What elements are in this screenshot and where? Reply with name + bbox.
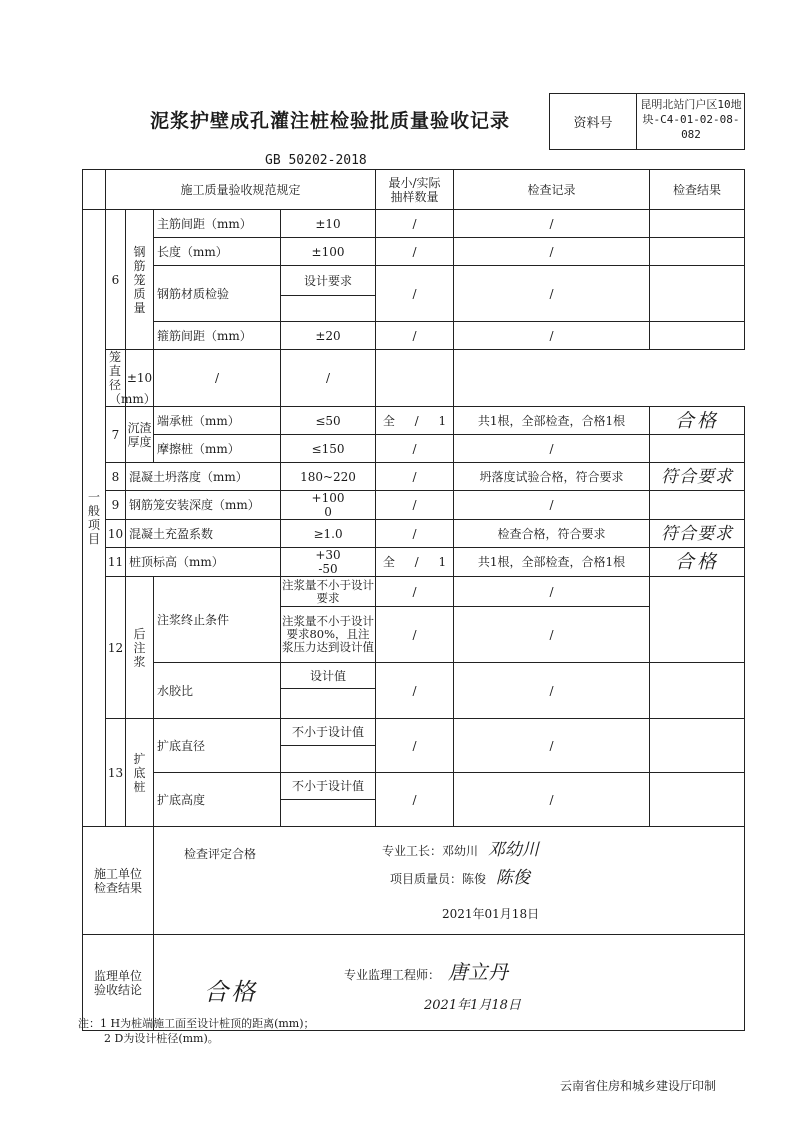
sample-count: 1 [438,555,447,569]
record-header: 检查记录 [454,170,650,210]
item-name: 水胶比 [154,663,281,719]
table-row [83,520,745,548]
item-sample: / [376,266,454,322]
item-name: 扩底直径 [154,719,281,773]
info-value: 昆明北站门户区10地块-C4-01-02-08-082 [640,98,742,141]
item-sample: / [376,520,454,548]
general-items-text: 一般项目 [87,490,100,546]
table-row [83,719,745,746]
req-lower: 0 [324,505,332,519]
item-requirement: ±20 [281,322,376,350]
item-record: / [454,238,650,266]
construction-label: 施工单位检查结果 [93,866,142,895]
header-row [83,170,745,210]
item-requirement: 设计要求 [281,266,376,296]
supervision-conclusion: 合格 [204,978,258,1006]
item-sample: / [376,607,454,663]
spec-header: 施工质量验收规范规定 [106,170,376,210]
item-requirement: ≤150 [281,435,376,463]
general-items-label [83,210,106,827]
item-group: 后注浆 [126,577,154,719]
qc-line [390,868,530,888]
foreman-signature: 邓幼川 [487,840,539,860]
table-row [83,407,745,435]
item-name: 摩擦桩（mm） [154,435,281,463]
table-row [83,577,745,607]
item-number: 12 [106,577,126,719]
item-requirement: 注浆量不小于设计要求80%，且注浆压力达到设计值 [281,607,376,663]
req-upper: +100 [311,491,345,505]
table-row [83,238,745,266]
item-record: 共1根，全部检查，合格1根 [454,548,650,577]
item-sample: / [376,463,454,491]
table-row [83,548,745,577]
footnote-1: 注：1 H为桩端施工面至设计桩顶的距离(mm)； [78,1017,315,1030]
footnotes [78,1016,315,1046]
item-record: 共1根，全部检查，合格1根 [454,407,650,435]
sample-all: 全 [382,555,395,569]
item-result [650,238,745,266]
item-result [650,491,745,520]
item-record: / [454,266,650,322]
item-result: 符合要求 [650,520,745,548]
item-requirement: ≥1.0 [281,520,376,548]
item-requirement: 注浆量不小于设计要求 [282,577,374,605]
table-row [83,435,745,463]
qc-signature: 陈俊 [495,868,530,888]
item-name: 笼直径（mm） [106,350,126,407]
info-label: 资料号 [550,94,637,149]
item-name: 注浆终止条件 [154,577,281,663]
item-record: / [454,435,650,463]
item-result [650,435,745,463]
footnote-2: 2 D为设计桩径(mm)。 [104,1032,219,1045]
item-requirement: 不小于设计值 [281,773,376,800]
item-result [650,663,745,719]
item-name: 扩底高度 [154,773,281,827]
form-title: 泥浆护壁成孔灌注桩检验批质量验收记录 [150,110,511,132]
item-name: 钢筋材质检验 [154,266,281,322]
item-result [650,266,745,322]
item-sample: / [376,238,454,266]
engineer-signature: 唐立丹 [447,960,508,984]
item-name: 混凝土充盈系数 [126,520,281,548]
item-sample: / [154,350,281,407]
item-sample: / [376,773,454,827]
item-requirement: ±10 [281,210,376,238]
item-number: 6 [106,210,126,350]
item-record: / [454,773,650,827]
item-requirement: ±10 [126,350,154,407]
item-requirement: ±100 [281,238,376,266]
qc-name: 陈俊 [462,872,487,886]
item-record: / [281,350,376,407]
construction-content [154,827,745,935]
item-record: / [454,491,650,520]
table-row [83,266,745,296]
item-record: / [454,322,650,350]
construction-conclusion: 检查评定合格 [184,847,257,861]
info-box [549,93,745,150]
item-name: 混凝土坍落度（mm） [126,463,281,491]
req-lower: -50 [318,562,338,576]
item-record: 检查合格，符合要求 [454,520,650,548]
supervision-date: 2021年1月18日 [424,998,521,1013]
qc-label: 项目质量员： [390,872,463,886]
item-sample: / [376,210,454,238]
item-record: / [454,210,650,238]
item-sample: / [376,491,454,520]
sample-sep: / [414,413,419,428]
construction-label-cell [83,827,154,935]
item-result [376,350,454,407]
item-requirement: 180~220 [281,463,376,491]
table-row [83,773,745,800]
item-sample [376,407,454,435]
supervision-label: 监理单位验收结论 [93,968,142,997]
item-record: / [454,577,650,607]
item-group: 沉渣厚度 [126,407,154,463]
item-name: 钢筋笼安装深度（mm） [126,491,281,520]
item-group: 钢筋笼质量 [126,210,154,350]
empty-cell [281,800,376,827]
item-record: 坍落度试验合格，符合要求 [454,463,650,491]
item-result [650,719,745,773]
item-requirement [281,491,376,520]
item-result: 合格 [650,548,745,577]
result-header: 检查结果 [650,170,745,210]
item-result [650,577,745,663]
engineer-label: 专业监理工程师： [344,968,441,982]
item-name: 箍筋间距（mm） [154,322,281,350]
engineer-line [344,960,508,984]
req-upper: +30 [315,548,341,562]
item-number: 7 [106,407,126,463]
item-requirement [281,548,376,577]
item-sample: / [376,663,454,719]
item-requirement: 不小于设计值 [281,719,376,746]
foreman-name: 邓幼川 [442,844,479,858]
table-row [83,350,745,407]
empty-cell [281,746,376,773]
empty-cell [281,689,376,719]
item-name: 主筋间距（mm） [154,210,281,238]
inspection-table [82,169,745,1031]
standard-code: GB 50202-2018 [265,153,367,168]
item-result: 符合要求 [650,463,745,491]
item-name: 端承桩（mm） [154,407,281,435]
item-group: 扩底桩 [126,719,154,827]
item-record: / [454,607,650,663]
sample-header: 最小/实际抽样数量 [376,170,454,210]
item-result: 合格 [650,407,745,435]
item-record: / [454,663,650,719]
blank-header-cell [83,170,106,210]
table-row [83,491,745,520]
item-number: 10 [106,520,126,548]
item-result [650,773,745,827]
item-record: / [454,719,650,773]
foreman-label: 专业工长： [382,844,443,858]
item-requirement: ≤50 [281,407,376,435]
table-row [83,322,745,350]
sample-count: 1 [438,413,447,428]
item-result [650,322,745,350]
item-number: 9 [106,491,126,520]
item-sample: / [376,435,454,463]
item-sample: / [376,577,454,607]
foreman-line [382,840,539,860]
table-row [83,663,745,689]
construction-date: 2021年01月18日 [442,907,540,921]
printer-credit: 云南省住房和城乡建设厅印制 [560,1079,717,1093]
table-row [83,210,745,238]
item-sample [376,548,454,577]
item-number: 13 [106,719,126,827]
table-row [83,463,745,491]
item-sample: / [376,719,454,773]
item-result [650,210,745,238]
item-name: 长度（mm） [154,238,281,266]
item-number: 8 [106,463,126,491]
empty-cell [281,296,376,322]
construction-row [83,827,745,935]
item-name: 桩顶标高（mm） [126,548,281,577]
item-number: 11 [106,548,126,577]
sample-all: 全 [382,413,395,428]
item-sample: / [376,322,454,350]
item-requirement: 设计值 [281,663,376,689]
sample-sep: / [414,555,419,569]
